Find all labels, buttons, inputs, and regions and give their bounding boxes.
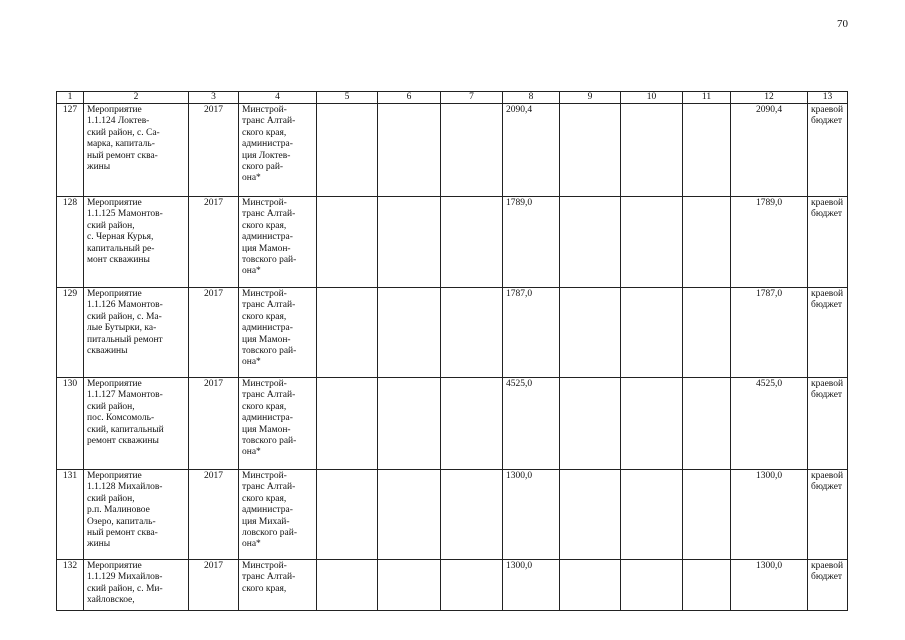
empty-cell	[683, 560, 731, 611]
empty-cell	[560, 288, 621, 378]
row-number: 132	[57, 560, 84, 611]
empty-cell	[317, 470, 378, 560]
executor-cell: Минстрой- транс Алтай- ского края, администра- ция Михай- ловского рай- она*	[239, 470, 317, 560]
empty-cell	[560, 560, 621, 611]
amount-cell: 1300,0	[503, 470, 560, 560]
column-header: 12	[731, 92, 808, 104]
row-number: 128	[57, 197, 84, 288]
empty-cell	[621, 470, 683, 560]
row-number: 129	[57, 288, 84, 378]
source-cell: краевой бюджет	[808, 378, 848, 470]
year-cell: 2017	[189, 104, 239, 197]
table-row	[57, 104, 848, 197]
year-cell: 2017	[189, 197, 239, 288]
empty-cell	[621, 288, 683, 378]
empty-cell	[317, 560, 378, 611]
column-header: 1	[57, 92, 84, 104]
empty-cell	[621, 197, 683, 288]
empty-cell	[683, 470, 731, 560]
table-row	[57, 378, 848, 470]
header-row	[57, 92, 848, 104]
amount-cell: 1300,0	[503, 560, 560, 611]
executor-cell: Минстрой- транс Алтай- ского края, администра- ция Локтев- ского рай- она*	[239, 104, 317, 197]
amount-cell: 4525,0	[503, 378, 560, 470]
program-table	[56, 91, 848, 611]
executor-cell: Минстрой- транс Алтай- ского края, администра- ция Мамон- товского рай- она*	[239, 378, 317, 470]
executor-cell: Минстрой- транс Алтай- ского края,	[239, 560, 317, 611]
column-header: 5	[317, 92, 378, 104]
event-name: Мероприятие 1.1.125 Мамонтов- ский район, с. Черная Курья, капитальный ре- монт скважины	[84, 197, 189, 288]
empty-cell	[378, 288, 441, 378]
year-cell: 2017	[189, 288, 239, 378]
year-cell: 2017	[189, 378, 239, 470]
column-header: 3	[189, 92, 239, 104]
source-cell: краевой бюджет	[808, 288, 848, 378]
empty-cell	[441, 104, 503, 197]
empty-cell	[378, 378, 441, 470]
empty-cell	[378, 560, 441, 611]
column-header: 9	[560, 92, 621, 104]
amount-cell: 2090,4	[503, 104, 560, 197]
empty-cell	[317, 197, 378, 288]
empty-cell	[560, 104, 621, 197]
empty-cell	[621, 104, 683, 197]
empty-cell	[317, 104, 378, 197]
column-header: 13	[808, 92, 848, 104]
empty-cell	[683, 104, 731, 197]
event-name: Мероприятие 1.1.128 Михайлов- ский район, р.п. Малиновое Озеро, капиталь- ный ремонт сква- жины	[84, 470, 189, 560]
total-cell: 1787,0	[731, 288, 808, 378]
empty-cell	[441, 470, 503, 560]
empty-cell	[560, 197, 621, 288]
total-cell: 1300,0	[731, 470, 808, 560]
empty-cell	[441, 197, 503, 288]
empty-cell	[378, 470, 441, 560]
empty-cell	[441, 560, 503, 611]
table-row	[57, 470, 848, 560]
empty-cell	[621, 560, 683, 611]
source-cell: краевой бюджет	[808, 560, 848, 611]
empty-cell	[683, 197, 731, 288]
empty-cell	[378, 197, 441, 288]
table-row	[57, 560, 848, 611]
column-header: 2	[84, 92, 189, 104]
row-number: 130	[57, 378, 84, 470]
empty-cell	[378, 104, 441, 197]
empty-cell	[560, 470, 621, 560]
total-cell: 4525,0	[731, 378, 808, 470]
year-cell: 2017	[189, 470, 239, 560]
event-name: Мероприятие 1.1.124 Локтев- ский район, с. Са- марка, капиталь- ный ремонт сква- жины	[84, 104, 189, 197]
source-cell: краевой бюджет	[808, 470, 848, 560]
page-number: 70	[837, 18, 848, 30]
empty-cell	[683, 378, 731, 470]
amount-cell: 1789,0	[503, 197, 560, 288]
total-cell: 2090,4	[731, 104, 808, 197]
column-header: 10	[621, 92, 683, 104]
event-name: Мероприятие 1.1.127 Мамонтов- ский район, пос. Комсомоль- ский, капитальный ремонт скважины	[84, 378, 189, 470]
source-cell: краевой бюджет	[808, 104, 848, 197]
table-row	[57, 288, 848, 378]
empty-cell	[621, 378, 683, 470]
executor-cell: Минстрой- транс Алтай- ского края, администра- ция Мамон- товского рай- она*	[239, 197, 317, 288]
column-header: 4	[239, 92, 317, 104]
total-cell: 1300,0	[731, 560, 808, 611]
column-header: 8	[503, 92, 560, 104]
empty-cell	[683, 288, 731, 378]
empty-cell	[317, 288, 378, 378]
column-header: 7	[441, 92, 503, 104]
total-cell: 1789,0	[731, 197, 808, 288]
source-cell: краевой бюджет	[808, 197, 848, 288]
year-cell: 2017	[189, 560, 239, 611]
empty-cell	[560, 378, 621, 470]
executor-cell: Минстрой- транс Алтай- ского края, администра- ция Мамон- товского рай- она*	[239, 288, 317, 378]
row-number: 127	[57, 104, 84, 197]
column-header: 6	[378, 92, 441, 104]
row-number: 131	[57, 470, 84, 560]
empty-cell	[441, 288, 503, 378]
event-name: Мероприятие 1.1.126 Мамонтов- ский район, с. Ма- лые Бутырки, ка- питальный ремонт скважины	[84, 288, 189, 378]
amount-cell: 1787,0	[503, 288, 560, 378]
empty-cell	[441, 378, 503, 470]
column-header: 11	[683, 92, 731, 104]
empty-cell	[317, 378, 378, 470]
table-row	[57, 197, 848, 288]
event-name: Мероприятие 1.1.129 Михайлов- ский район, с. Ми- хайловское,	[84, 560, 189, 611]
